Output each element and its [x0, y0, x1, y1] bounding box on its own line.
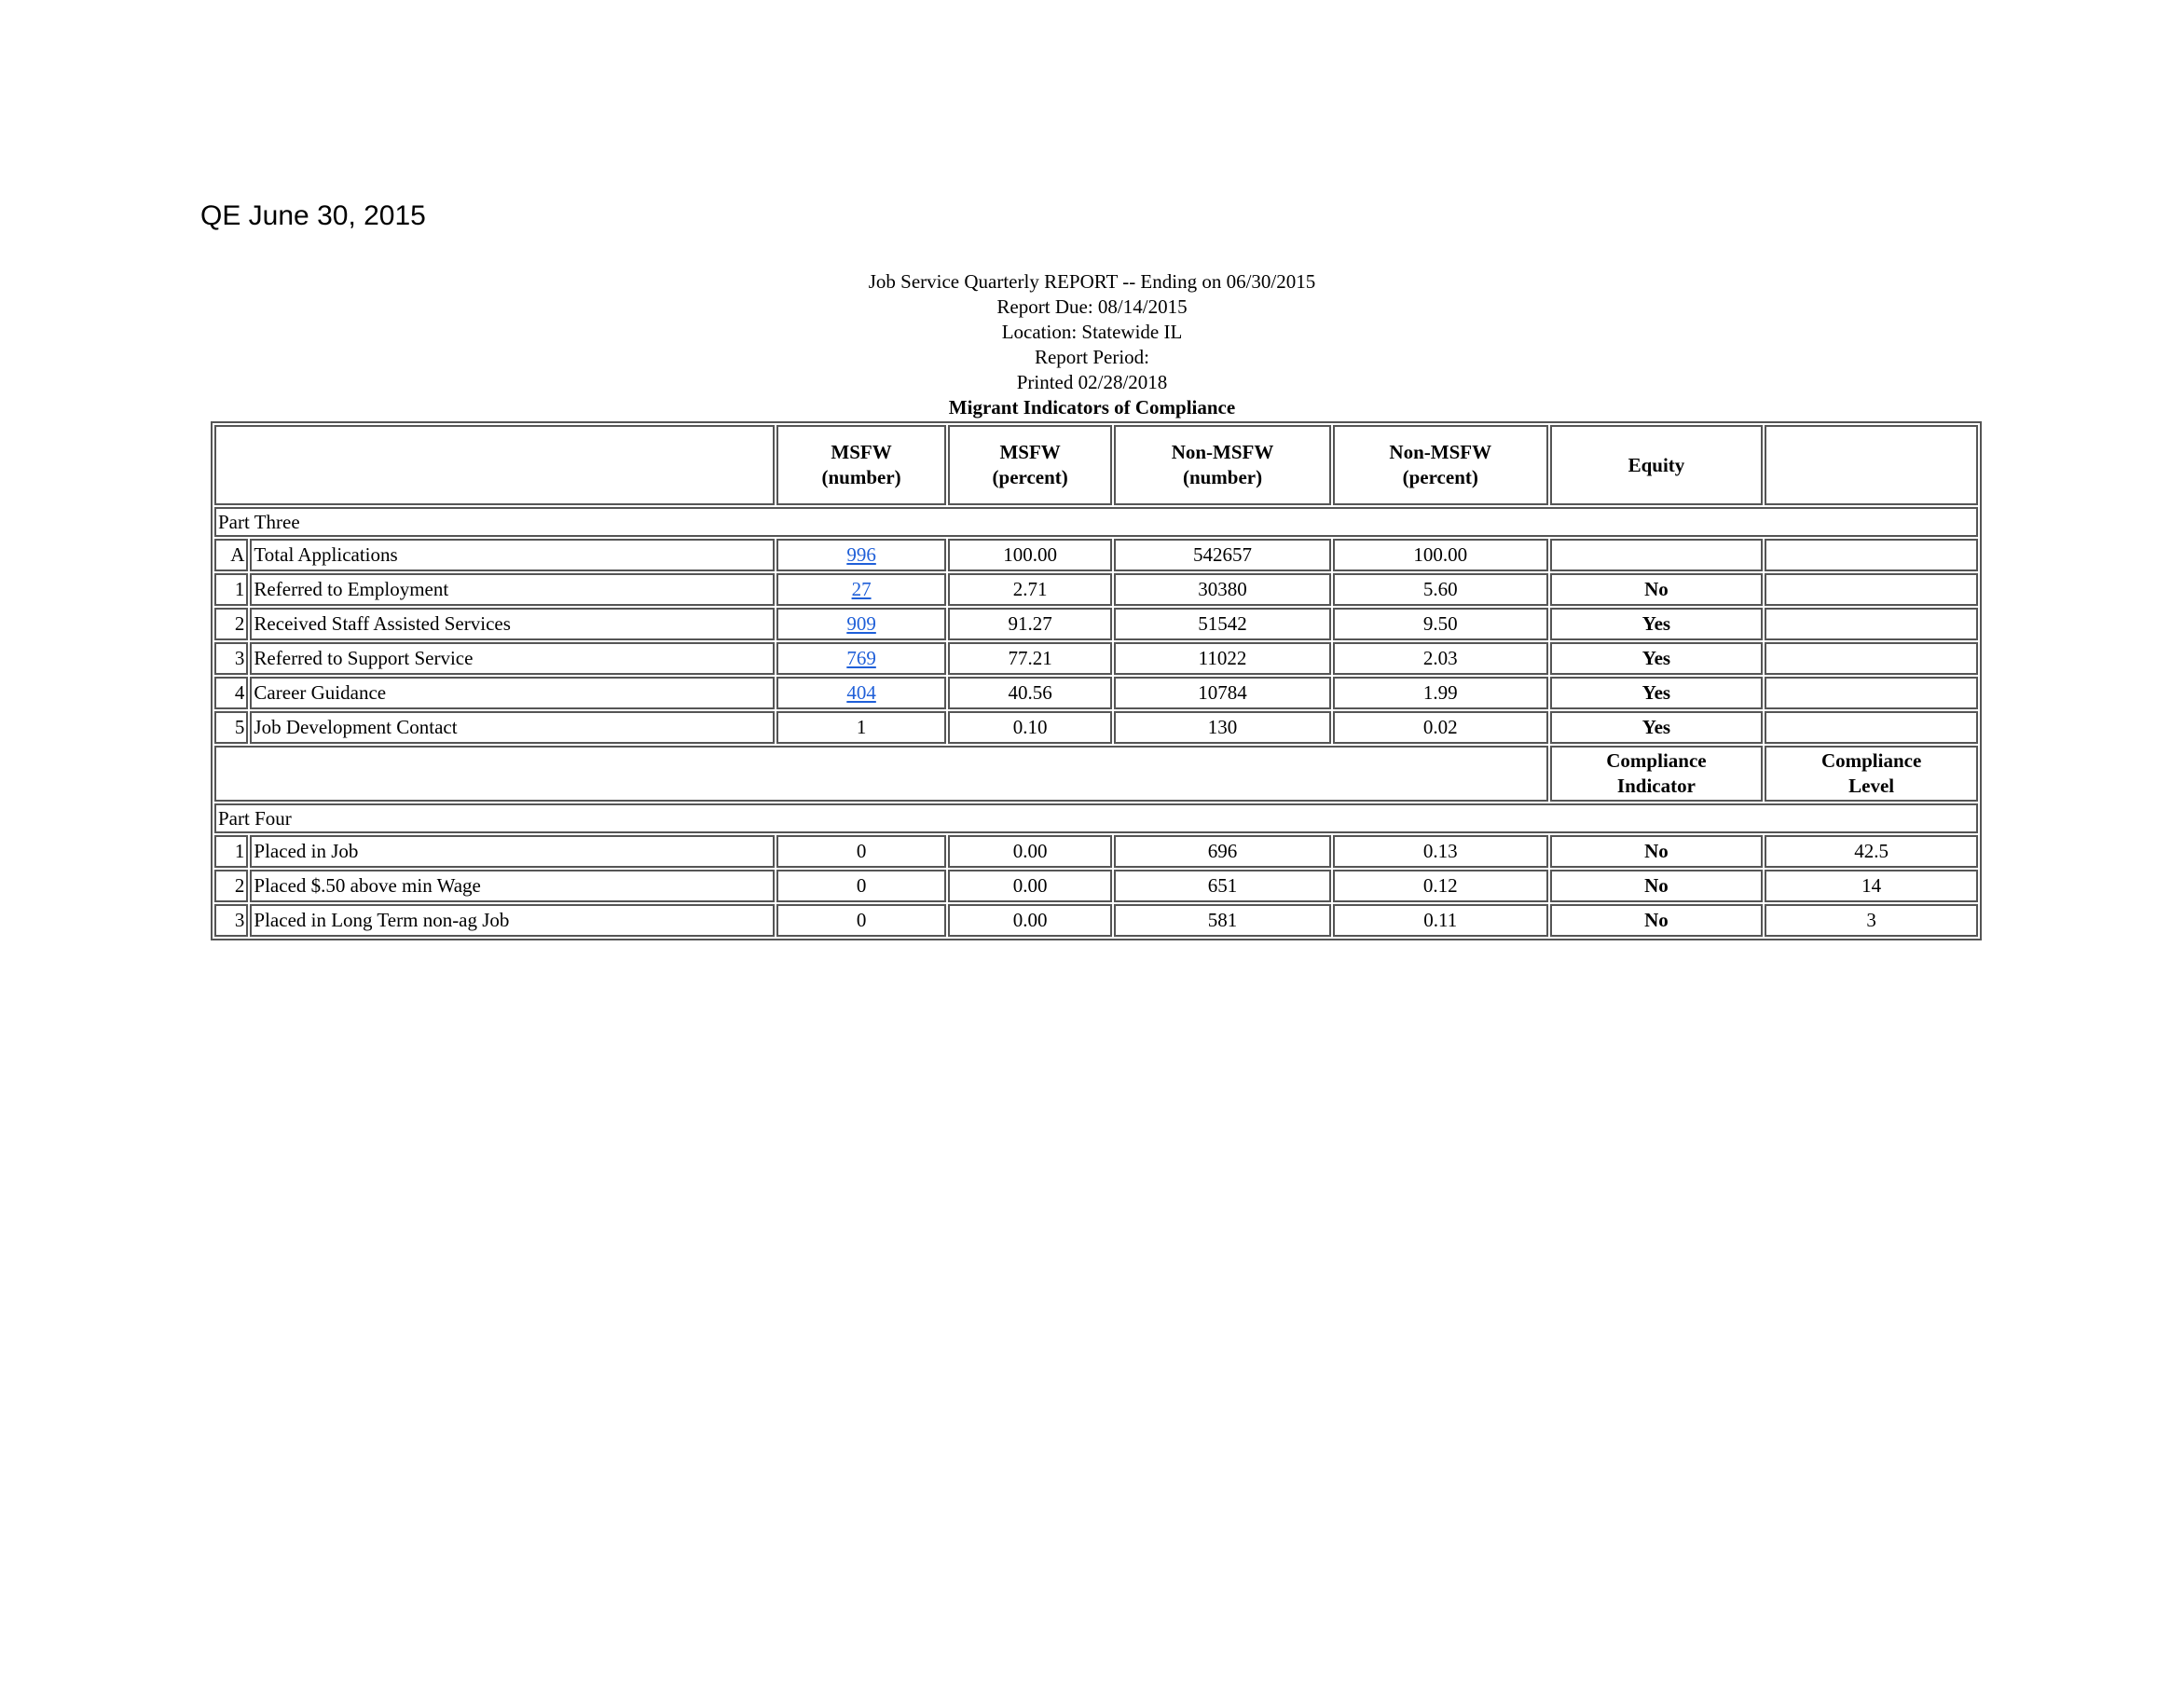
equity-cell: Yes [1550, 608, 1764, 640]
row-id: A [214, 539, 248, 571]
row-label: Job Development Contact [250, 711, 775, 744]
msfw-number-cell [776, 608, 946, 640]
non-msfw-percent-cell: 0.02 [1333, 711, 1548, 744]
row-id: 2 [214, 870, 248, 902]
msfw-number-cell [776, 642, 946, 675]
part-four-label: Part Four [214, 803, 1978, 833]
extra-cell [1765, 642, 1978, 675]
report-period-line: Report Period: [1034, 346, 1150, 368]
msfw-number-link[interactable]: 27 [851, 578, 872, 600]
page-title: QE June 30, 2015 [200, 200, 426, 231]
row-id: 2 [214, 608, 248, 640]
non-msfw-percent-cell: 1.99 [1333, 677, 1548, 709]
non-msfw-number-cell: 651 [1114, 870, 1331, 902]
row-label: Referred to Support Service [250, 642, 775, 675]
non-msfw-number-cell: 696 [1114, 835, 1331, 868]
equity-cell: Yes [1550, 642, 1764, 675]
part-four-row [214, 803, 1978, 833]
table-row [214, 904, 1978, 937]
row-label: Placed $.50 above min Wage [250, 870, 775, 902]
msfw-number-link[interactable]: 996 [846, 543, 876, 566]
header-equity: Equity [1550, 425, 1764, 505]
equity-cell [1550, 539, 1764, 571]
msfw-percent-cell: 2.71 [948, 573, 1112, 606]
header-msfw-number: MSFW (number) [776, 425, 946, 505]
compliance-level-cell: 3 [1765, 904, 1978, 937]
row-id: 3 [214, 642, 248, 675]
msfw-percent-cell: 0.00 [948, 904, 1112, 937]
compliance-table [211, 421, 1982, 940]
table-row [214, 870, 1978, 902]
extra-cell [1765, 539, 1978, 571]
msfw-number-cell: 0 [776, 835, 946, 868]
msfw-percent-cell: 100.00 [948, 539, 1112, 571]
non-msfw-number-cell: 51542 [1114, 608, 1331, 640]
report-printed-line: Printed 02/28/2018 [1016, 371, 1168, 393]
table-row [214, 608, 1978, 640]
part-three-row [214, 507, 1978, 537]
compliance-indicator-cell: No [1550, 835, 1764, 868]
msfw-number-link[interactable]: 909 [846, 612, 876, 635]
row-label: Career Guidance [250, 677, 775, 709]
header-non-msfw-percent: Non-MSFW (percent) [1333, 425, 1548, 505]
row-id: 1 [214, 573, 248, 606]
non-msfw-number-cell: 11022 [1114, 642, 1331, 675]
msfw-percent-cell: 0.10 [948, 711, 1112, 744]
header-msfw-percent: MSFW (percent) [948, 425, 1112, 505]
table-row [214, 539, 1978, 571]
row-id: 5 [214, 711, 248, 744]
row-label: Received Staff Assisted Services [250, 608, 775, 640]
msfw-number-cell [776, 573, 946, 606]
header-blank-cell-right [1765, 425, 1978, 505]
msfw-percent-cell: 0.00 [948, 870, 1112, 902]
msfw-number-link[interactable]: 404 [846, 681, 876, 704]
non-msfw-number-cell: 10784 [1114, 677, 1331, 709]
table-title: Migrant Indicators of Compliance [948, 396, 1236, 419]
row-id: 4 [214, 677, 248, 709]
msfw-percent-cell: 91.27 [948, 608, 1112, 640]
non-msfw-percent-cell: 0.12 [1333, 870, 1548, 902]
compliance-level-cell: 14 [1765, 870, 1978, 902]
header-non-msfw-number: Non-MSFW (number) [1114, 425, 1331, 505]
equity-cell: No [1550, 573, 1764, 606]
extra-cell [1765, 573, 1978, 606]
row-id: 1 [214, 835, 248, 868]
table-row [214, 677, 1978, 709]
non-msfw-number-cell: 542657 [1114, 539, 1331, 571]
compliance-header-blank [214, 746, 1548, 802]
table-row [214, 835, 1978, 868]
msfw-number-cell: 1 [776, 711, 946, 744]
row-id: 3 [214, 904, 248, 937]
non-msfw-percent-cell: 2.03 [1333, 642, 1548, 675]
non-msfw-percent-cell: 0.11 [1333, 904, 1548, 937]
table-row [214, 711, 1978, 744]
compliance-indicator-cell: No [1550, 870, 1764, 902]
row-label: Referred to Employment [250, 573, 775, 606]
msfw-percent-cell: 0.00 [948, 835, 1112, 868]
report-title-line: Job Service Quarterly REPORT -- Ending on 06/30/2015 [868, 270, 1316, 293]
equity-cell: Yes [1550, 711, 1764, 744]
row-label: Placed in Job [250, 835, 775, 868]
extra-cell [1765, 711, 1978, 744]
equity-cell: Yes [1550, 677, 1764, 709]
compliance-indicator-cell: No [1550, 904, 1764, 937]
column-header-row [214, 425, 1978, 505]
header-compliance-indicator: Compliance Indicator [1550, 746, 1764, 802]
msfw-number-link[interactable]: 769 [846, 647, 876, 669]
report-location-line: Location: Statewide IL [1001, 321, 1183, 343]
msfw-number-cell: 0 [776, 904, 946, 937]
non-msfw-percent-cell: 9.50 [1333, 608, 1548, 640]
row-label: Placed in Long Term non-ag Job [250, 904, 775, 937]
msfw-number-cell: 0 [776, 870, 946, 902]
header-blank-cell [214, 425, 775, 505]
header-compliance-level: Compliance Level [1765, 746, 1978, 802]
msfw-number-cell [776, 677, 946, 709]
non-msfw-number-cell: 30380 [1114, 573, 1331, 606]
compliance-level-cell: 42.5 [1765, 835, 1978, 868]
non-msfw-percent-cell: 100.00 [1333, 539, 1548, 571]
table-row [214, 642, 1978, 675]
table-row [214, 573, 1978, 606]
msfw-percent-cell: 77.21 [948, 642, 1112, 675]
non-msfw-percent-cell: 5.60 [1333, 573, 1548, 606]
msfw-percent-cell: 40.56 [948, 677, 1112, 709]
non-msfw-percent-cell: 0.13 [1333, 835, 1548, 868]
part-three-label: Part Three [214, 507, 1978, 537]
compliance-header-row [214, 746, 1978, 802]
non-msfw-number-cell: 581 [1114, 904, 1331, 937]
msfw-number-cell [776, 539, 946, 571]
report-due-line: Report Due: 08/14/2015 [996, 295, 1188, 318]
non-msfw-number-cell: 130 [1114, 711, 1331, 744]
row-label: Total Applications [250, 539, 775, 571]
extra-cell [1765, 677, 1978, 709]
report-header [0, 269, 2184, 420]
extra-cell [1765, 608, 1978, 640]
